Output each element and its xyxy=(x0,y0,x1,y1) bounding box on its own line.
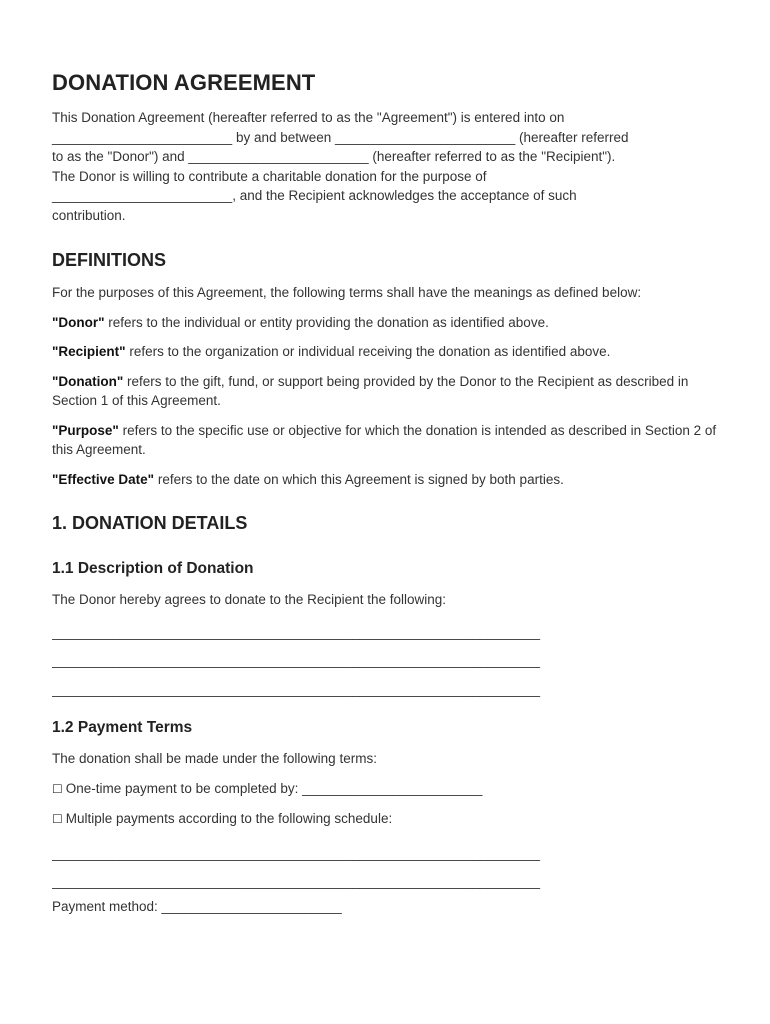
multiple-payments-option[interactable] xyxy=(52,809,722,830)
one-time-payment-label: One-time payment to be completed by: ________________________ xyxy=(65,780,483,796)
section-1-heading: 1. DONATION DETAILS xyxy=(52,513,248,533)
checkbox-icon[interactable]: ☐ xyxy=(52,812,63,826)
definition-text: refers to the organization or individual receiving the donation as identified above. xyxy=(125,344,611,359)
payment-schedule-blank-line[interactable]: _________________________________________________________________ xyxy=(52,845,541,861)
intro-line: The Donor is willing to contribute a charitable donation for the purpose of xyxy=(52,168,487,184)
payment-method-field[interactable]: Payment method: ________________________ xyxy=(52,898,342,914)
checkbox-icon[interactable]: ☐ xyxy=(52,781,63,796)
definitions-heading: DEFINITIONS xyxy=(52,250,167,270)
definition-term: "Purpose" xyxy=(52,422,119,438)
payment-schedule-blank-line[interactable]: _________________________________________________________________ xyxy=(52,874,541,889)
donation-description-blank-line[interactable]: _________________________________________________________________ xyxy=(52,653,541,668)
section-1-1-heading: 1.1 Description of Donation xyxy=(52,560,254,577)
definition-effective-date xyxy=(52,470,722,490)
definition-recipient xyxy=(52,342,722,362)
intro-line: ________________________ by and between ________________________ (hereafter referred xyxy=(52,129,629,145)
definition-text: refers to the date on which this Agreement is signed by both parties. xyxy=(154,471,564,487)
definitions-intro: For the purposes of this Agreement, the following terms shall have the meanings as defined below: xyxy=(52,285,642,300)
document-title: DONATION AGREEMENT xyxy=(52,70,316,95)
section-1-2-heading: 1.2 Payment Terms xyxy=(52,719,193,736)
donation-description-blank-line[interactable]: _________________________________________________________________ xyxy=(52,681,541,697)
definition-text: refers to the specific use or objective for which the donation is intended as described in Section 2 of this Agreement. xyxy=(52,422,717,457)
intro-paragraph xyxy=(52,108,722,225)
intro-line: to as the "Donor") and ________________________ (hereafter referred to as the "Recipient"). xyxy=(52,149,616,164)
donation-description-intro: The Donor hereby agrees to donate to the Recipient the following: xyxy=(52,592,446,607)
definition-donor xyxy=(52,313,722,333)
definition-text: refers to the individual or entity providing the donation as identified above. xyxy=(104,314,549,330)
intro-line: contribution. xyxy=(52,207,126,223)
intro-line: ________________________, and the Recipient acknowledges the acceptance of such xyxy=(52,188,577,203)
document-page xyxy=(52,70,722,916)
definition-term: "Donor" xyxy=(52,314,105,330)
intro-line: This Donation Agreement (hereafter referred to as the "Agreement") is entered into on xyxy=(52,110,565,125)
one-time-payment-option[interactable] xyxy=(52,779,722,800)
definition-term: "Effective Date" xyxy=(52,471,155,487)
definition-purpose xyxy=(52,421,722,460)
definition-text: refers to the gift, fund, or support being provided by the Donor to the Recipient as described in Section 1 of this Agreement. xyxy=(52,373,689,408)
donation-description-blank-line[interactable]: _________________________________________________________________ xyxy=(52,624,541,640)
definition-term: "Recipient" xyxy=(52,344,126,359)
definition-donation xyxy=(52,372,722,411)
multiple-payments-label: Multiple payments according to the following schedule: xyxy=(65,811,393,826)
definition-term: "Donation" xyxy=(52,373,124,389)
payment-terms-intro: The donation shall be made under the following terms: xyxy=(52,751,377,766)
